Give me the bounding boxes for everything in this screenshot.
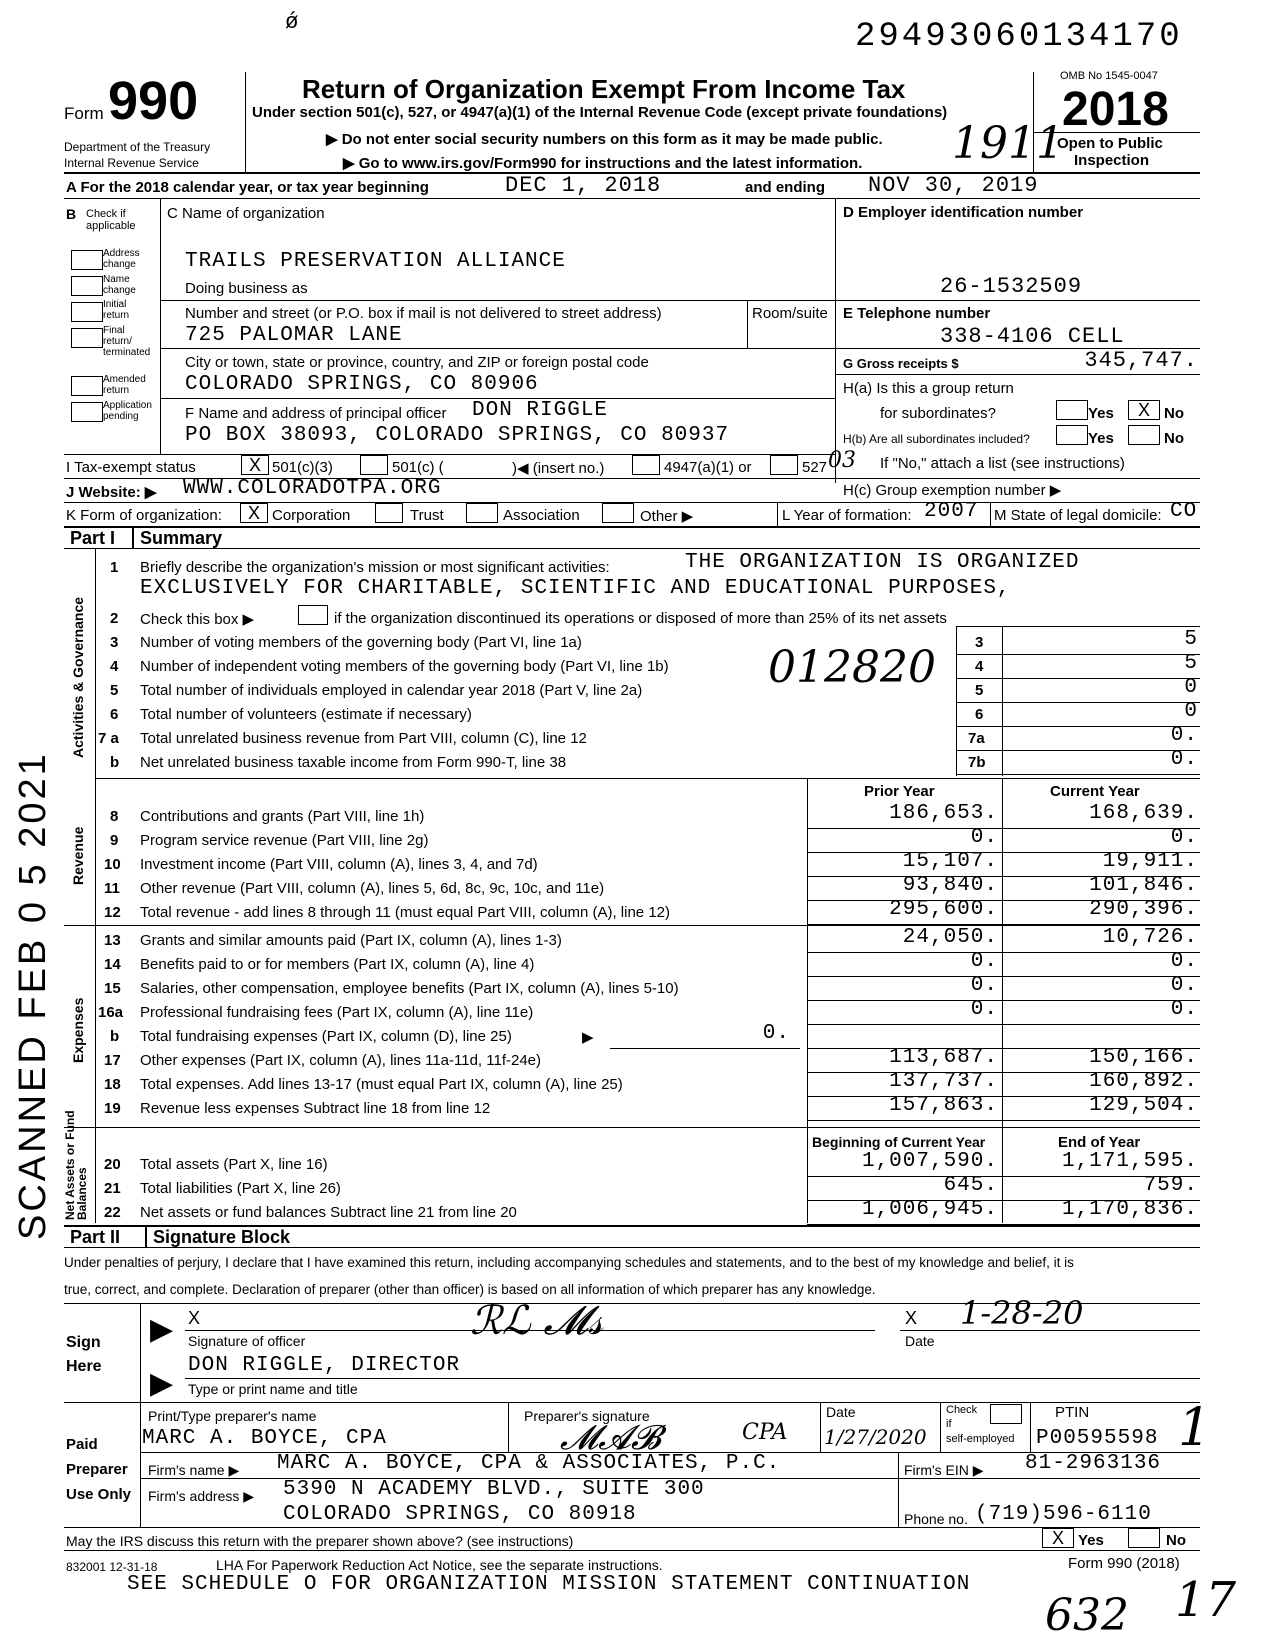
begin-year-header: Beginning of Current Year <box>812 1134 986 1150</box>
website-url[interactable]: WWW.COLORADOTPA.ORG <box>183 477 442 500</box>
gov-line-label: Total unrelated business revenue from Part VIII, column (C), line 12 <box>140 730 587 747</box>
room-suite-label: Room/suite <box>752 305 828 322</box>
hand-17: 17 <box>1175 1572 1237 1628</box>
line-a-label: A For the 2018 calendar year, or tax year beginning <box>66 179 429 196</box>
officer-sign-date: 1-28-20 <box>960 1294 1084 1332</box>
part2-title: Part II <box>70 1227 121 1247</box>
rev-line-number: 12 <box>104 904 121 921</box>
exp-line-number: 16a <box>98 1004 124 1021</box>
officer-address: PO BOX 38093, COLORADO SPRINGS, CO 80937 <box>185 424 730 447</box>
gov-line-value: 0. <box>1170 748 1198 771</box>
checkbox-initial-return[interactable] <box>71 302 103 322</box>
label-initial-return: Initial return <box>103 299 130 321</box>
self-employed-checkbox[interactable] <box>990 1404 1022 1424</box>
org-name-label: C Name of organization <box>167 205 325 222</box>
net-current-value: 759. <box>1143 1174 1198 1197</box>
rule-line <box>956 626 1200 627</box>
paid-label: Paid <box>66 1436 98 1453</box>
sign-date-label: Date <box>905 1333 935 1349</box>
line16b-arrow: ▶ <box>582 1029 594 1046</box>
subordinates-label: H(b) Are all subordinates included? <box>843 432 1030 446</box>
label-name-change: Name change <box>103 274 136 296</box>
net-current-value: 1,170,836. <box>1061 1198 1198 1221</box>
officer-label: F Name and address of principal officer <box>185 405 447 422</box>
exp-current-value: 10,726. <box>1102 926 1198 949</box>
discuss-no-label: No <box>1166 1532 1186 1549</box>
exp-prior-value: 113,687. <box>889 1046 998 1069</box>
exp-prior-value: 157,863. <box>889 1094 998 1117</box>
sign-x: X <box>188 1308 201 1328</box>
hb-no-checkbox[interactable] <box>1128 425 1160 445</box>
preparer-label: Preparer <box>66 1461 128 1478</box>
discuss-question: May the IRS discuss this return with the preparer shown above? (see instructions) <box>66 1533 574 1549</box>
gov-line-value: 0. <box>1170 724 1198 747</box>
rev-line-label: Investment income (Part VIII, column (A), lines 3, 4, and 7d) <box>140 856 538 873</box>
ha-yes-checkbox[interactable] <box>1056 400 1088 420</box>
rev-line-label: Total revenue - add lines 8 through 11 (must equal Part VIII, column (A), line 12) <box>140 904 670 921</box>
trust-label: Trust <box>410 507 444 524</box>
exp-line-label: Total fundraising expenses (Part IX, column (D), line 25) <box>140 1028 512 1045</box>
section-b-letter: B <box>66 206 77 222</box>
gov-line-label: Total number of volunteers (estimate if necessary) <box>140 706 472 723</box>
rev-prior-value: 186,653. <box>889 802 998 825</box>
scanned-stamp: SCANNED FEB 0 5 2021 <box>12 751 54 1240</box>
line1-label: Briefly describe the organization's mission or most significant activities: <box>140 559 610 576</box>
exp-prior-value: 137,737. <box>889 1070 998 1093</box>
checkbox-application-pending[interactable] <box>71 402 103 422</box>
checkbox-address-change[interactable] <box>71 250 103 270</box>
checkbox-final-return[interactable] <box>71 328 103 348</box>
form-subtitle: Under section 501(c), 527, or 4947(a)(1) of the Internal Revenue Code (except private foundations) <box>252 104 948 121</box>
gov-line-number: 6 <box>110 706 119 723</box>
gov-line-number: b <box>110 754 120 771</box>
self-employed-label: self-employed <box>946 1433 1015 1445</box>
end-year-header: End of Year <box>1058 1134 1141 1151</box>
mission-line2: EXCLUSIVELY FOR CHARITABLE, SCIENTIFIC AND EDUCATIONAL PURPOSES, <box>140 577 1011 600</box>
city-state-zip: COLORADO SPRINGS, CO 80906 <box>185 373 539 396</box>
rev-current-value: 168,639. <box>1089 802 1198 825</box>
exp-line-label: Professional fundraising fees (Part IX, column (A), line 11e) <box>140 1004 534 1021</box>
exp-current-value: 0. <box>1170 950 1198 973</box>
exp-line-number: 17 <box>104 1052 121 1069</box>
exp-line-label: Other expenses (Part IX, column (A), lines 11a-11d, 11f-24e) <box>140 1052 542 1069</box>
status-527-label: 527 <box>802 459 828 476</box>
section-b-title: Check if applicable <box>86 208 136 232</box>
exp-line-number: 14 <box>104 956 121 973</box>
exp-line-number: 19 <box>104 1100 121 1117</box>
rev-prior-value: 93,840. <box>902 874 998 897</box>
net-prior-value: 645. <box>943 1174 998 1197</box>
rule-line <box>956 774 1200 775</box>
preparer-name: MARC A. BOYCE, CPA <box>142 1427 387 1450</box>
prior-year-header: Prior Year <box>864 783 935 800</box>
phone-label: E Telephone number <box>843 305 991 322</box>
rev-line-label: Program service revenue (Part VIII, line 2g) <box>140 832 429 849</box>
net-prior-value: 1,006,945. <box>861 1198 998 1221</box>
gov-line-box: 7a <box>968 730 985 747</box>
year-formation-value: 2007 <box>924 500 979 523</box>
dept-treasury: Department of the Treasury <box>64 140 211 154</box>
ha-no-label: No <box>1164 405 1184 422</box>
sign-arrow-2: ▶ <box>150 1367 174 1400</box>
status-4947-label: 4947(a)(1) or <box>664 459 752 476</box>
firm-name-label: Firm's name ▶ <box>148 1462 240 1478</box>
part1-title: Part I <box>70 528 116 548</box>
side-revenue: Revenue <box>70 826 86 885</box>
hand-code: 1911 <box>952 118 1064 169</box>
status-501c3-label: 501(c)(3) <box>272 459 333 476</box>
part1-name: Summary <box>140 528 223 548</box>
status-501c-label: 501(c) ( <box>392 459 444 476</box>
exp-line-label: Total expenses. Add lines 13-17 (must equal Part IX, column (A), line 25) <box>140 1076 623 1093</box>
form-org-label: K Form of organization: <box>66 507 222 524</box>
net-current-value: 1,171,595. <box>1061 1150 1198 1173</box>
rev-line-label: Contributions and grants (Part VIII, line 1h) <box>140 808 425 825</box>
exp-line-label: Revenue less expenses Subtract line 18 from line 12 <box>140 1100 491 1117</box>
firm-ein: 81-2963136 <box>1025 1452 1162 1475</box>
document-locator-number: 29493060134170 <box>855 18 1183 56</box>
gov-line-value: 0 <box>1184 700 1198 723</box>
line2-label: Check this box ▶ <box>140 611 255 628</box>
tax-exempt-label: I Tax-exempt status <box>66 459 196 476</box>
rule-line <box>956 626 957 776</box>
status-hand-mark: 03 <box>828 448 856 473</box>
rule-line <box>610 1048 800 1049</box>
corporation-label: Corporation <box>272 507 351 524</box>
ein-value: 26-1532509 <box>940 274 1083 299</box>
paperwork-notice: LHA For Paperwork Reduction Act Notice, see the separate instructions. <box>216 1557 663 1573</box>
net-line-number: 20 <box>104 1156 121 1173</box>
rev-line-number: 10 <box>104 856 121 873</box>
rev-prior-value: 15,107. <box>902 850 998 873</box>
checkbox-name-change[interactable] <box>71 276 103 296</box>
trust-checkbox[interactable] <box>375 503 403 523</box>
line2-text: if the organization discontinued its operations or disposed of more than 25% of its net assets <box>334 610 947 627</box>
ssn-note: ▶ Do not enter social security numbers on this form as it may be made public. <box>326 131 883 148</box>
form-reference: Form 990 (2018) <box>1068 1555 1180 1572</box>
gov-line-label: Total number of individuals employed in calendar year 2018 (Part V, line 2a) <box>140 682 643 699</box>
and-ending: and ending <box>745 179 825 196</box>
officer-signature: ℛℒ 𝓜𝓈 <box>470 1298 603 1344</box>
form-title: Return of Organization Exempt From Income Tax <box>302 74 906 104</box>
net-line-label: Total assets (Part X, line 16) <box>140 1156 328 1173</box>
hand-632: 632 <box>1045 1590 1129 1641</box>
status-527-checkbox[interactable] <box>770 455 798 475</box>
gov-line-value: 5 <box>1184 652 1198 675</box>
signature-officer-label: Signature of officer <box>188 1333 306 1349</box>
rev-prior-value: 295,600. <box>889 898 998 921</box>
gov-line-box: 3 <box>975 634 984 651</box>
group-return-sub: for subordinates? <box>880 405 996 422</box>
gov-line-number: 3 <box>110 634 119 651</box>
sign-arrow-1: ▶ <box>150 1313 174 1346</box>
exp-line-label: Benefits paid to or for members (Part IX, column (A), line 4) <box>140 956 535 973</box>
status-4947-checkbox[interactable] <box>632 455 660 475</box>
firm-phone-label: Phone no. <box>904 1511 968 1527</box>
attach-list-note: If "No," attach a list (see instructions) <box>880 455 1125 472</box>
firm-address-1: 5390 N ACADEMY BLVD., SUITE 300 <box>283 1478 705 1501</box>
preparer-date: 1/27/2020 <box>824 1425 927 1449</box>
association-label: Association <box>503 507 580 524</box>
gross-receipts-label: G Gross receipts $ <box>843 356 959 371</box>
website-label: J Website: ▶ <box>66 484 157 501</box>
officer-name: DON RIGGLE <box>472 399 609 422</box>
firm-address-2: COLORADO SPRINGS, CO 80918 <box>283 1503 637 1526</box>
exp-prior-value: 0. <box>970 950 998 973</box>
exp-line-number: 13 <box>104 932 121 949</box>
exp-current-value: 0. <box>1170 998 1198 1021</box>
penalty-text-1: Under penalties of perjury, I declare that I have examined this return, including accompanying schedules and statements, and to the best of my knowledge and belief, it is <box>64 1255 1074 1270</box>
line2-checkbox[interactable] <box>298 605 328 625</box>
sign-label: Sign <box>66 1334 101 1351</box>
firm-address-label: Firm's address ▶ <box>148 1488 255 1504</box>
gov-line-value: 0 <box>1184 676 1198 699</box>
exp-current-value: 129,504. <box>1089 1094 1198 1117</box>
gov-line-box: 6 <box>975 706 984 723</box>
net-line-number: 21 <box>104 1180 121 1197</box>
other-checkbox[interactable] <box>602 503 634 523</box>
net-line-label: Net assets or fund balances Subtract line 21 from line 20 <box>140 1204 517 1221</box>
ein-label: D Employer identification number <box>843 204 1084 221</box>
status-501c3-checkbox[interactable]: X <box>241 455 269 475</box>
here-label: Here <box>66 1358 102 1375</box>
ptin-label: PTIN <box>1055 1404 1090 1421</box>
hb-yes-checkbox[interactable] <box>1056 425 1088 445</box>
rule-line <box>807 1120 1200 1121</box>
gov-line-number: 5 <box>110 682 119 699</box>
tax-year-begin: DEC 1, 2018 <box>505 173 662 198</box>
schedule-o-note: SEE SCHEDULE O FOR ORGANIZATION MISSION STATEMENT CONTINUATION <box>127 1573 971 1596</box>
discuss-yes-label: Yes <box>1078 1532 1104 1549</box>
rev-line-label: Other revenue (Part VIII, column (A), lines 5, 6d, 8c, 9c, 10c, and 11e) <box>140 880 605 897</box>
hb-yes-label: Yes <box>1088 430 1114 447</box>
preparer-ptin: P00595598 <box>1036 1427 1159 1450</box>
exp-current-value: 0. <box>1170 974 1198 997</box>
tax-year-end: NOV 30, 2019 <box>868 173 1039 198</box>
preparer-signature-label: Preparer's signature <box>524 1408 650 1424</box>
check-if-label: if <box>946 1418 952 1430</box>
exp-current-value: 160,892. <box>1089 1070 1198 1093</box>
gov-line-label: Number of voting members of the governing body (Part VI, line 1a) <box>140 634 582 651</box>
type-name-label: Type or print name and title <box>188 1381 358 1397</box>
association-checkbox[interactable] <box>466 503 498 523</box>
side-net-assets: Net Assets or Fund Balances <box>63 1110 89 1220</box>
preparer-date-label: Date <box>826 1404 856 1420</box>
rev-line-number: 9 <box>110 832 119 849</box>
label-application-pending: Application pending <box>103 400 152 422</box>
mission-line1: THE ORGANIZATION IS ORGANIZED <box>685 551 1080 574</box>
inspection: Inspection <box>1074 152 1150 169</box>
city-label: City or town, state or province, country, and ZIP or foreign postal code <box>185 354 649 371</box>
year-formation-label: L Year of formation: <box>782 507 912 524</box>
rev-current-value: 0. <box>1170 826 1198 849</box>
irs-name: Internal Revenue Service <box>64 156 199 170</box>
form-code: 832001 12-31-18 <box>66 1560 158 1574</box>
preparer-sig-cpa: CPA <box>742 1420 788 1445</box>
rev-prior-value: 0. <box>970 826 998 849</box>
firm-phone: (719)596-6110 <box>975 1503 1152 1526</box>
label-final-return: Final return/ terminated <box>103 325 151 358</box>
exp-prior-value: 0. <box>970 974 998 997</box>
rule-line <box>807 1024 1200 1025</box>
firm-name: MARC A. BOYCE, CPA & ASSOCIATES, P.C. <box>277 1452 781 1475</box>
checkbox-amended-return[interactable] <box>71 376 103 396</box>
discuss-yes-checkbox[interactable]: X <box>1042 1528 1074 1548</box>
irs-link-note[interactable]: ▶ Go to www.irs.gov/Form990 for instructions and the latest information. <box>343 155 863 172</box>
exp-line-number: 18 <box>104 1076 121 1093</box>
group-exemption-label: H(c) Group exemption number ▶ <box>843 482 1062 499</box>
street-address: 725 PALOMAR LANE <box>185 324 403 347</box>
open-public: Open to Public <box>1057 135 1163 152</box>
exp-current-value: 150,166. <box>1089 1046 1198 1069</box>
discuss-no-checkbox[interactable] <box>1128 1528 1160 1548</box>
date-x: X <box>905 1308 918 1328</box>
net-prior-value: 1,007,590. <box>861 1150 998 1173</box>
hand-date-mark: 012820 <box>768 642 936 693</box>
gov-line-label: Net unrelated business taxable income from Form 990-T, line 38 <box>140 754 567 771</box>
exp-line-number: b <box>110 1028 120 1045</box>
side-expenses: Expenses <box>70 997 86 1063</box>
legal-domicile-value: CO <box>1170 500 1198 523</box>
penalty-text-2: true, correct, and complete. Declaration of preparer (other than officer) is based on all information of which preparer has any knowledge. <box>64 1282 876 1297</box>
hb-no-label: No <box>1164 430 1184 447</box>
group-return-label: H(a) Is this a group return <box>843 380 1014 397</box>
rev-current-value: 101,846. <box>1089 874 1198 897</box>
firm-ein-label: Firm's EIN ▶ <box>904 1462 984 1478</box>
label-address-change: Address change <box>103 248 140 270</box>
rule-line <box>1002 626 1003 776</box>
gross-receipts-value: 345,747. <box>1084 348 1198 373</box>
rev-current-value: 290,396. <box>1089 898 1198 921</box>
line1-number: 1 <box>110 559 119 576</box>
legal-domicile-label: M State of legal domicile: <box>994 507 1162 524</box>
check-label: Check <box>946 1404 978 1416</box>
omb-number: OMB No 1545-0047 <box>1060 70 1158 82</box>
org-name: TRAILS PRESERVATION ALLIANCE <box>185 250 566 273</box>
hand-mark-top: ǿ <box>285 8 299 33</box>
dba-label: Doing business as <box>185 280 308 297</box>
rev-current-value: 19,911. <box>1102 850 1198 873</box>
ha-yes-label: Yes <box>1088 405 1114 422</box>
label-amended-return: Amended return <box>103 374 146 396</box>
use-only-label: Use Only <box>66 1486 132 1503</box>
ha-no-checkbox[interactable]: X <box>1128 400 1160 420</box>
corporation-checkbox[interactable]: X <box>240 503 268 523</box>
form-word: Form <box>64 104 104 123</box>
exp-line-label: Grants and similar amounts paid (Part IX, column (A), lines 1-3) <box>140 932 562 949</box>
preparer-signature: 𝓜𝓐𝓑 <box>560 1418 661 1458</box>
side-activities-governance: Activities & Governance <box>70 596 86 758</box>
net-line-label: Total liabilities (Part X, line 26) <box>140 1180 341 1197</box>
gov-line-box: 5 <box>975 682 984 699</box>
gov-line-number: 7 a <box>98 730 119 747</box>
net-line-number: 22 <box>104 1204 121 1221</box>
exp-prior-value: 24,050. <box>902 926 998 949</box>
line2-number: 2 <box>110 610 119 627</box>
form-number: 990 <box>108 71 199 131</box>
gov-line-label: Number of independent voting members of the governing body (Part VI, line 1b) <box>140 658 669 675</box>
hand-mark-one: 1 <box>1178 1398 1212 1458</box>
exp-prior-value: 0. <box>970 998 998 1021</box>
line16b-value: 0. <box>762 1022 790 1045</box>
gov-line-box: 7b <box>968 754 986 771</box>
exp-line-number: 15 <box>104 980 121 997</box>
officer-name-title: DON RIGGLE, DIRECTOR <box>188 1354 461 1377</box>
exp-line-label: Salaries, other compensation, employee benefits (Part IX, column (A), lines 5-10) <box>140 980 679 997</box>
part2-name: Signature Block <box>153 1227 291 1247</box>
preparer-name-label: Print/Type preparer's name <box>148 1408 317 1424</box>
current-year-header: Current Year <box>1050 783 1140 800</box>
gov-line-box: 4 <box>975 658 984 675</box>
gov-line-number: 4 <box>110 658 119 675</box>
rev-line-number: 8 <box>110 808 119 825</box>
rev-line-number: 11 <box>104 880 120 897</box>
phone-value: 338-4106 CELL <box>940 324 1125 349</box>
other-label: Other ▶ <box>640 508 694 525</box>
gov-line-value: 5 <box>1184 628 1198 651</box>
status-501c-checkbox[interactable] <box>360 455 388 475</box>
street-label: Number and street (or P.O. box if mail is not delivered to street address) <box>185 305 662 322</box>
tax-year: 2018 <box>1062 83 1169 136</box>
insert-no-label: )◀ (insert no.) <box>512 460 605 477</box>
